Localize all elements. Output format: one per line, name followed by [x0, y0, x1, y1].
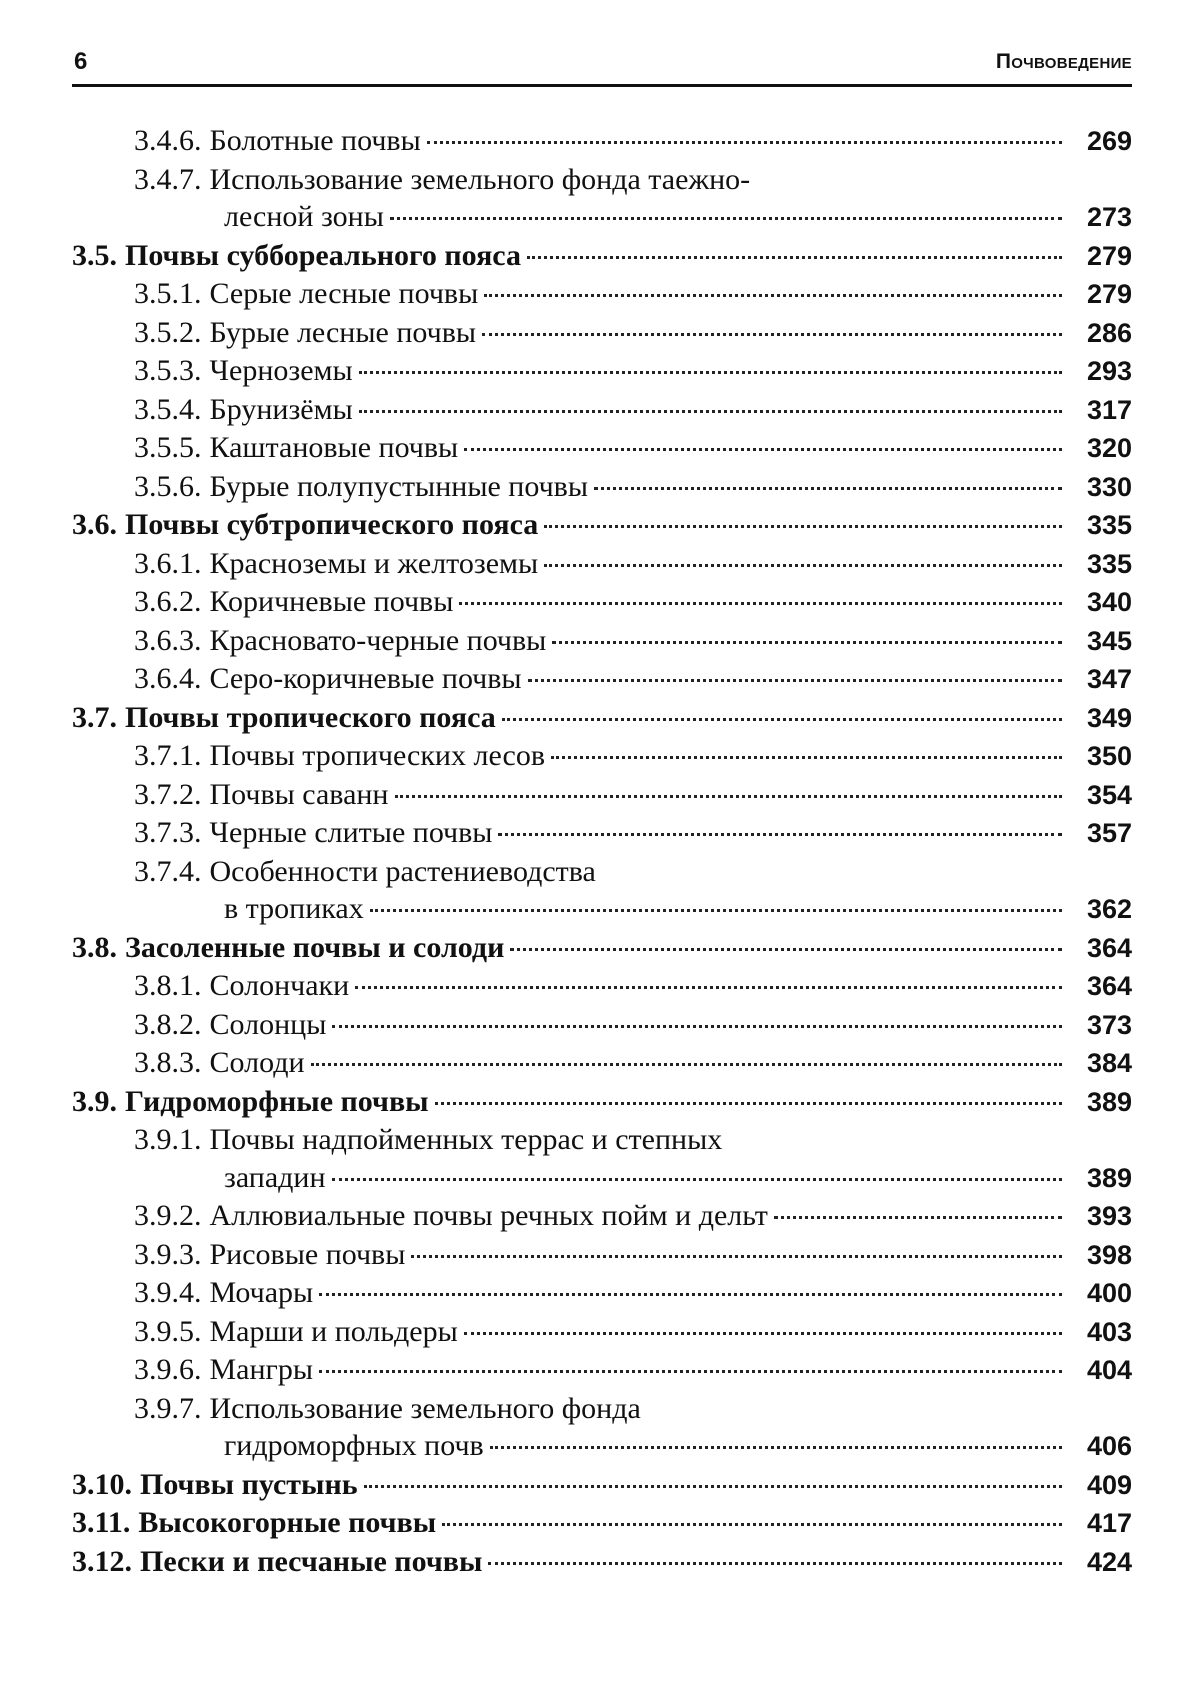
- toc-entry-title: Бурые полупустынные почвы: [209, 469, 588, 503]
- toc-entry-title: Мангры: [209, 1353, 314, 1386]
- toc-entry-number: 3.4.6.: [134, 124, 202, 157]
- toc-entry-page: 317: [1086, 394, 1132, 425]
- toc-entry[interactable]: [72, 391, 1132, 430]
- toc-entry[interactable]: [72, 352, 1132, 391]
- toc-entry-title-continued: западин: [224, 1160, 326, 1194]
- dot-leader: [332, 1178, 1062, 1181]
- toc-entry[interactable]: [72, 468, 1132, 507]
- toc-entry[interactable]: [72, 814, 1132, 853]
- page-header: [72, 44, 1132, 84]
- dot-leader: [370, 909, 1062, 912]
- toc-entry[interactable]: [72, 737, 1132, 776]
- toc-entry-page: 417: [1086, 1508, 1132, 1538]
- toc-entry-number: 3.6.3.: [134, 623, 202, 657]
- toc-entry-title: Каштановые почвы: [209, 431, 459, 464]
- dot-leader: [411, 1255, 1062, 1258]
- toc-entry-title: Гидроморфные почвы: [125, 1084, 429, 1118]
- dot-leader: [488, 1562, 1062, 1565]
- toc-entry-page: 269: [1086, 126, 1132, 156]
- toc-entry[interactable]: [72, 1466, 1132, 1505]
- toc-entry-page: 400: [1086, 1278, 1132, 1308]
- dot-leader: [498, 833, 1062, 836]
- toc-entry-number: 3.11.: [72, 1506, 131, 1539]
- toc-entry-page: 398: [1086, 1239, 1132, 1270]
- toc-entry-title: Красновато-черные почвы: [209, 623, 547, 657]
- toc-entry-number: 3.12.: [72, 1544, 132, 1578]
- toc-entry[interactable]: [72, 161, 1132, 237]
- toc-entry-number: 3.9.6.: [134, 1353, 202, 1386]
- dot-leader: [319, 1293, 1062, 1296]
- dot-leader: [502, 718, 1062, 721]
- toc-entry-page: 364: [1086, 971, 1132, 1001]
- toc-entry[interactable]: [72, 237, 1132, 276]
- toc-entry[interactable]: [72, 506, 1132, 545]
- toc-entry-title: Особенности растениеводства: [209, 854, 596, 888]
- toc-entry[interactable]: [72, 1390, 1132, 1466]
- toc-entry-number: 3.7.3.: [134, 816, 202, 849]
- toc-entry[interactable]: [72, 314, 1132, 353]
- toc-entry-page: 384: [1086, 1048, 1132, 1078]
- dot-leader: [594, 487, 1062, 490]
- toc-entry-page: 273: [1086, 202, 1132, 232]
- toc-entry-number: 3.8.1.: [134, 969, 202, 1002]
- toc-entry-page: 393: [1086, 1201, 1132, 1231]
- toc-entry-title: Серые лесные почвы: [209, 277, 479, 310]
- dot-leader: [551, 756, 1062, 759]
- toc-entry-number: 3.6.4.: [134, 662, 202, 695]
- dot-leader: [390, 217, 1062, 220]
- toc-entry[interactable]: [72, 1543, 1132, 1582]
- toc-entry-number: 3.8.3.: [134, 1046, 202, 1079]
- toc-entry-title: Рисовые почвы: [209, 1237, 406, 1271]
- toc-entry-title: Бурые лесные почвы: [209, 315, 477, 349]
- dot-leader: [359, 371, 1062, 374]
- toc-entry[interactable]: [72, 967, 1132, 1006]
- dot-leader: [355, 986, 1062, 989]
- toc-entry-title: Солонцы: [209, 1007, 327, 1041]
- toc-entry-title: Почвы суббореального пояса: [125, 238, 521, 272]
- dot-leader: [464, 448, 1062, 451]
- toc-entry-number: 3.8.2.: [134, 1007, 202, 1041]
- toc-entry[interactable]: [72, 699, 1132, 738]
- table-of-contents: [72, 122, 1132, 1581]
- toc-entry-number: 3.7.: [72, 700, 117, 734]
- toc-entry[interactable]: [72, 122, 1132, 161]
- dot-leader: [527, 256, 1062, 259]
- toc-entry-number: 3.8.: [72, 930, 117, 964]
- toc-entry-title: Черные слитые почвы: [209, 816, 493, 849]
- toc-entry[interactable]: [72, 1351, 1132, 1390]
- toc-entry-page: 364: [1086, 932, 1132, 963]
- dot-leader: [774, 1216, 1062, 1219]
- toc-entry-page: 335: [1086, 510, 1132, 540]
- toc-entry-page: 404: [1086, 1355, 1132, 1385]
- toc-entry[interactable]: [72, 929, 1132, 968]
- toc-entry-page: 373: [1086, 1009, 1132, 1040]
- toc-entry-title: Почвы тропического пояса: [125, 700, 496, 734]
- toc-entry-page: 409: [1086, 1469, 1132, 1500]
- toc-entry-number: 3.5.6.: [134, 469, 202, 503]
- toc-entry-title: Использование земельного фонда таежно-: [209, 162, 751, 196]
- toc-entry-page: 345: [1086, 625, 1132, 656]
- toc-entry[interactable]: [72, 1236, 1132, 1275]
- toc-entry-page: 389: [1086, 1162, 1132, 1193]
- toc-entry-page: 389: [1086, 1086, 1132, 1117]
- toc-entry-page: 403: [1086, 1316, 1132, 1347]
- toc-entry-number: 3.9.4.: [134, 1276, 202, 1309]
- toc-entry-title: Черноземы: [209, 354, 353, 387]
- dot-leader: [319, 1370, 1062, 1373]
- toc-entry-page: 349: [1086, 702, 1132, 733]
- toc-entry-title: Почвы тропических лесов: [209, 739, 545, 772]
- dot-leader: [552, 641, 1062, 644]
- dot-leader: [435, 1102, 1062, 1105]
- toc-entry-number: 3.9.5.: [134, 1314, 202, 1348]
- toc-entry-title: Болотные почвы: [209, 124, 421, 157]
- toc-entry-title: Почвы надпойменных террас и степных: [209, 1123, 723, 1156]
- toc-entry-title: Серо-коричневые почвы: [209, 662, 522, 695]
- toc-entry-title: Солончаки: [209, 969, 350, 1002]
- dot-leader: [311, 1063, 1062, 1066]
- toc-entry-title: Пески и песчаные почвы: [140, 1544, 483, 1578]
- toc-entry[interactable]: [72, 1083, 1132, 1122]
- toc-entry-page: 340: [1086, 587, 1132, 617]
- page-number: 6: [74, 48, 88, 75]
- toc-entry-title: Высокогорные почвы: [138, 1506, 437, 1539]
- toc-entry-title: Использование земельного фонда: [209, 1391, 641, 1425]
- toc-entry-title: Солоди: [209, 1046, 305, 1079]
- toc-entry-title: Засоленные почвы и солоди: [125, 930, 505, 964]
- toc-entry[interactable]: [72, 1006, 1132, 1045]
- toc-entry-title: Мочары: [209, 1276, 314, 1309]
- toc-entry[interactable]: [72, 1044, 1132, 1083]
- toc-entry-title: Красноземы и желтоземы: [209, 546, 539, 580]
- dot-leader: [482, 333, 1062, 336]
- toc-entry[interactable]: [72, 1121, 1132, 1197]
- toc-entry-number: 3.7.1.: [134, 739, 202, 772]
- dot-leader: [544, 525, 1062, 528]
- toc-entry-title: Аллювиальные почвы речных пойм и дельт: [209, 1199, 768, 1232]
- toc-entry[interactable]: [72, 583, 1132, 622]
- toc-entry[interactable]: [72, 429, 1132, 468]
- toc-entry-page: 347: [1086, 664, 1132, 694]
- toc-entry-number: 3.9.7.: [134, 1391, 202, 1425]
- toc-entry-page: 330: [1086, 471, 1132, 502]
- toc-entry-title: Брунизёмы: [209, 392, 353, 426]
- dot-leader: [332, 1025, 1062, 1028]
- toc-entry-number: 3.6.: [72, 508, 117, 541]
- toc-entry-page: 362: [1086, 894, 1132, 924]
- dot-leader: [510, 948, 1062, 951]
- toc-entry-page: 320: [1086, 433, 1132, 463]
- toc-entry-number: 3.6.2.: [134, 585, 202, 618]
- toc-entry-title: Марши и польдеры: [209, 1314, 458, 1348]
- toc-entry-number: 3.5.: [72, 238, 117, 272]
- running-title: Почвоведение: [995, 50, 1132, 73]
- toc-entry-number: 3.4.7.: [134, 162, 202, 196]
- toc-entry[interactable]: [72, 1197, 1132, 1236]
- toc-entry-number: 3.5.4.: [134, 392, 202, 426]
- toc-entry-number: 3.7.4.: [134, 854, 202, 888]
- dot-leader: [395, 795, 1063, 798]
- toc-entry-title: Почвы саванн: [209, 777, 389, 811]
- toc-entry-page: 335: [1086, 548, 1132, 579]
- toc-entry-title: Коричневые почвы: [209, 585, 454, 618]
- toc-entry-number: 3.10.: [72, 1467, 132, 1501]
- dot-leader: [459, 602, 1062, 605]
- toc-entry-number: 3.9.1.: [134, 1123, 202, 1156]
- toc-entry-number: 3.5.5.: [134, 431, 202, 464]
- toc-entry-page: 279: [1086, 279, 1132, 309]
- dot-leader: [490, 1446, 1062, 1449]
- toc-entry-page: 350: [1086, 741, 1132, 771]
- toc-entry[interactable]: [72, 1313, 1132, 1352]
- dot-leader: [544, 564, 1062, 567]
- dot-leader: [528, 679, 1062, 682]
- toc-entry[interactable]: [72, 1504, 1132, 1543]
- toc-entry-title: Почвы пустынь: [140, 1467, 358, 1501]
- toc-entry[interactable]: [72, 853, 1132, 929]
- toc-entry-title: Почвы субтропического пояса: [125, 508, 539, 541]
- dot-leader: [442, 1523, 1062, 1526]
- dot-leader: [364, 1485, 1062, 1488]
- toc-entry[interactable]: [72, 1274, 1132, 1313]
- toc-entry-number: 3.7.2.: [134, 777, 202, 811]
- toc-entry-number: 3.9.2.: [134, 1199, 202, 1232]
- toc-entry-title-continued: гидроморфных почв: [224, 1429, 484, 1462]
- toc-entry-title-continued: лесной зоны: [224, 200, 384, 233]
- toc-entry[interactable]: [72, 545, 1132, 584]
- toc-entry-page: 406: [1086, 1431, 1132, 1461]
- toc-entry-number: 3.9.: [72, 1084, 117, 1118]
- toc-entry-page: 424: [1086, 1546, 1132, 1577]
- dot-leader: [484, 294, 1062, 297]
- toc-entry-number: 3.5.1.: [134, 277, 202, 310]
- toc-entry-page: 286: [1086, 317, 1132, 348]
- toc-entry-number: 3.9.3.: [134, 1237, 202, 1271]
- toc-entry-page: 293: [1086, 356, 1132, 386]
- toc-entry[interactable]: [72, 622, 1132, 661]
- toc-entry[interactable]: [72, 660, 1132, 699]
- dot-leader: [427, 141, 1062, 144]
- toc-entry[interactable]: [72, 776, 1132, 815]
- toc-entry-number: 3.5.2.: [134, 315, 202, 349]
- toc-entry-page: 279: [1086, 240, 1132, 271]
- toc-entry-page: 357: [1086, 818, 1132, 848]
- toc-entry-number: 3.6.1.: [134, 546, 202, 580]
- header-rule: [72, 84, 1132, 87]
- dot-leader: [359, 410, 1062, 413]
- toc-entry-page: 354: [1086, 779, 1132, 810]
- toc-entry-number: 3.5.3.: [134, 354, 202, 387]
- dot-leader: [464, 1332, 1062, 1335]
- toc-entry[interactable]: [72, 275, 1132, 314]
- toc-entry-title-continued: в тропиках: [224, 892, 364, 925]
